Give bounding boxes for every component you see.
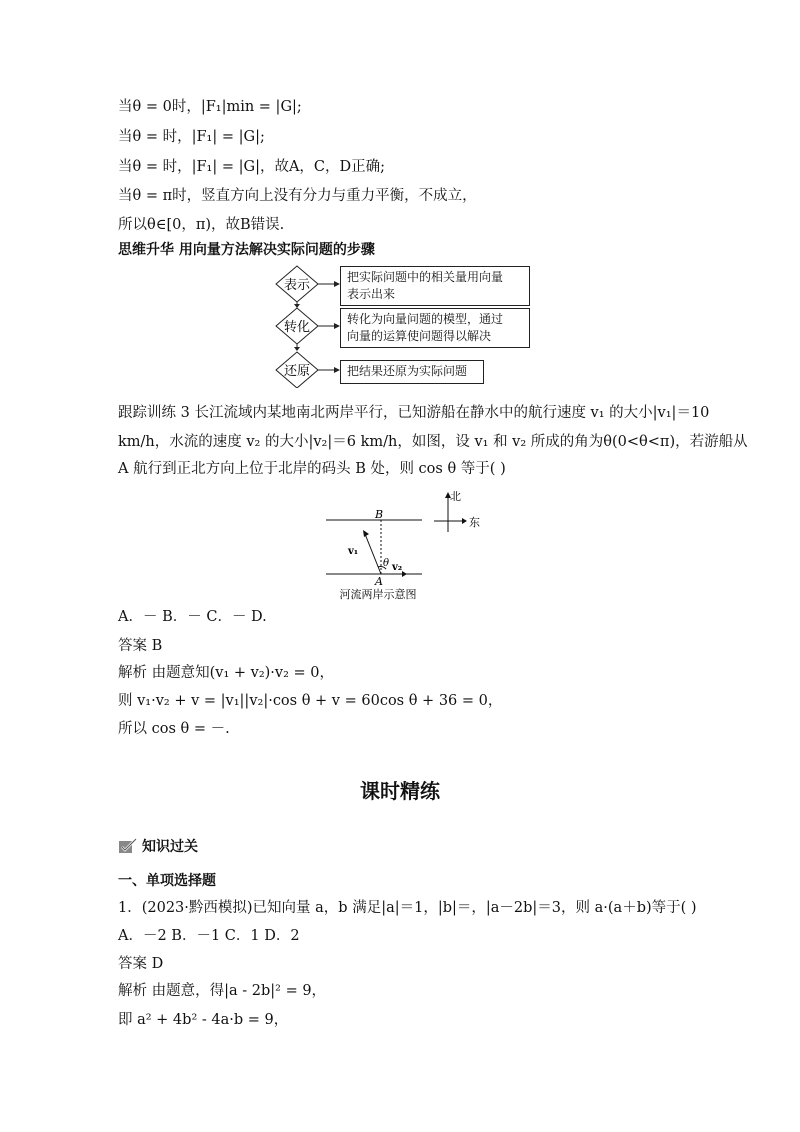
- exercise-line: 跟踪训练 3 长江流域内某地南北两岸平行，已知游船在静水中的航行速度 v₁ 的大小|v₁|＝10: [118, 405, 710, 421]
- text-line: 当θ = π时，竖直方向上没有分力与重力平衡，不成立，: [118, 188, 477, 204]
- label-A: A: [375, 575, 383, 588]
- solution-line: 解析 由题意，得|a - 2b|² = 9，: [118, 983, 327, 999]
- flow-step: 转化: [283, 320, 311, 335]
- knowledge-heading: [118, 836, 198, 856]
- flow-step: 表示: [283, 278, 311, 293]
- label-theta: θ: [383, 558, 390, 569]
- label-v1: v₁: [348, 546, 359, 557]
- label-east: 东: [469, 516, 480, 529]
- answer-line: 答案 D: [118, 956, 164, 972]
- flow-box: 转化为向量问题的模型，通过 向量的运算使问题得以解决: [340, 308, 530, 348]
- exercise-line: km/h，水流的速度 v₂ 的大小|v₂|＝6 km/h，如图，设 v₁ 和 v₂ 所成的角为θ(0<θ<π)，若游船从: [118, 434, 748, 450]
- exercise-line: A 航行到正北方向上位于北岸的码头 B 处，则 cos θ 等于( ): [118, 461, 506, 477]
- text-line: 当θ = 0时，|F₁|min = |G|;: [118, 99, 302, 115]
- options-line: A．－2 B．－1 C．1 D．2: [118, 928, 300, 944]
- vector-v1: [365, 534, 381, 574]
- label-north: 北: [450, 490, 461, 503]
- figure-caption: 河流两岸示意图: [339, 588, 417, 600]
- solution-line: 所以 cos θ = －.: [118, 721, 230, 737]
- flow-box: 把结果还原为实际问题: [340, 360, 484, 384]
- section-title: 课时精练: [360, 779, 440, 803]
- solution-line: 则 v₁·v₂ + v = |v₁||v₂|·cos θ + v = 60cos θ + 36 = 0，: [118, 693, 503, 709]
- flow-step: 还原: [283, 364, 311, 379]
- solution-line: 即 a² + 4b² - 4a·b = 9，: [118, 1012, 289, 1028]
- text-line: 所以θ∈[0，π)，故B错误.: [118, 217, 285, 233]
- knowledge-label: 知识过关: [142, 839, 198, 855]
- text-line: 当θ = 时，|F₁| = |G|;: [118, 129, 265, 145]
- text-line: 当θ = 时，|F₁| = |G|，故A，C，D正确;: [118, 159, 386, 175]
- part-heading: 一、单项选择题: [118, 873, 216, 889]
- question-stem: 1．(2023·黔西模拟)已知向量 a，b 满足|a|＝1，|b|＝，|a－2b|＝3，则 a·(a＋b)等于( ): [118, 900, 697, 916]
- flow-box: 把实际问题中的相关量用向量 表示出来: [340, 266, 530, 306]
- river-figure: [322, 488, 492, 600]
- summary-title: 思维升华 用向量方法解决实际问题的步骤: [118, 242, 375, 258]
- answer-line: 答案 B: [118, 638, 163, 654]
- checkbox-icon: [118, 838, 138, 854]
- solution-line: 解析 由题意知(v₁ + v₂)·v₂ = 0，: [118, 665, 335, 681]
- label-v2: v₂: [392, 562, 403, 573]
- label-B: B: [374, 508, 384, 521]
- options-line: A．－ B．－ C．－ D.: [118, 609, 267, 625]
